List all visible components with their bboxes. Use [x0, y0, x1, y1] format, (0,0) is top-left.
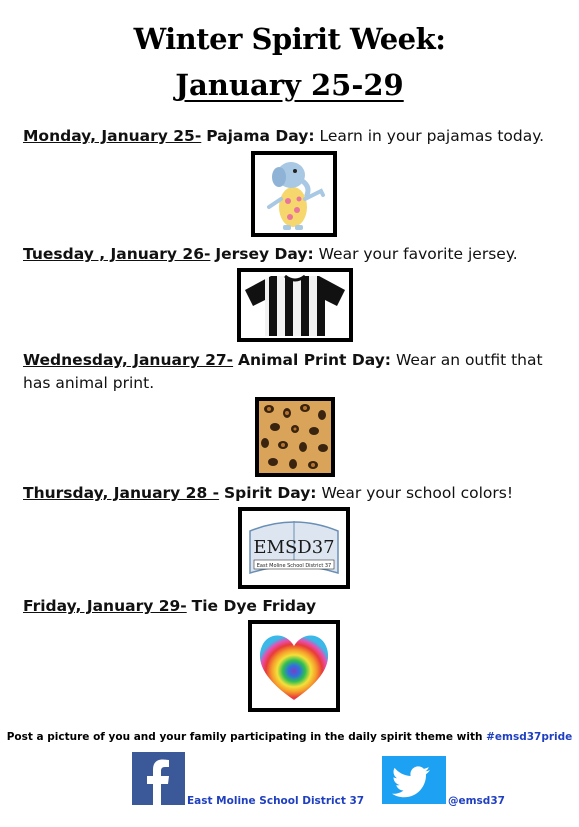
- day-tuesday: [23, 243, 563, 266]
- day-friday: [23, 595, 563, 618]
- day-date: Tuesday , January 26-: [23, 245, 211, 263]
- page-title: Winter Spirit Week:: [133, 22, 446, 56]
- day-monday: [23, 125, 563, 148]
- day-thursday: [23, 482, 563, 505]
- day-description: Wear your school colors!: [321, 484, 514, 502]
- day-theme: Jersey Day:: [215, 245, 314, 263]
- twitter-label[interactable]: @emsd37: [448, 795, 505, 807]
- tie-dye-heart-icon: [248, 620, 340, 712]
- logo-sub-text: East Moline School District 37: [256, 563, 332, 569]
- day-date: Monday, January 25-: [23, 127, 202, 145]
- hashtag[interactable]: #emsd37pride: [486, 731, 573, 743]
- logo-main-text: EMSD37: [253, 537, 335, 558]
- day-date: Thursday, January 28 -: [23, 484, 220, 502]
- twitter-icon[interactable]: [382, 756, 446, 804]
- leopard-print-icon: [255, 397, 335, 477]
- day-description: Learn in your pajamas today.: [319, 127, 545, 145]
- emsd37-logo: [238, 507, 350, 589]
- day-theme: Animal Print Day:: [238, 351, 392, 369]
- day-theme: Pajama Day:: [206, 127, 315, 145]
- footer-text: Post a picture of you and your family participating in the daily spirit theme with: [6, 731, 483, 743]
- pajama-elephant-icon: [251, 151, 337, 237]
- day-wednesday: [23, 349, 563, 395]
- facebook-label[interactable]: East Moline School District 37: [187, 795, 365, 807]
- page-subtitle-dates: January 25-29: [175, 68, 404, 102]
- striped-jersey-icon: [237, 268, 353, 342]
- day-theme: Spirit Day:: [224, 484, 317, 502]
- footer-instructions: [0, 731, 579, 743]
- day-description: Wear an outfit that has animal print.: [23, 351, 543, 392]
- day-description: Wear your favorite jersey.: [318, 245, 518, 263]
- day-theme: Tie Dye Friday: [191, 597, 317, 615]
- day-date: Wednesday, January 27-: [23, 351, 234, 369]
- day-date: Friday, January 29-: [23, 597, 187, 615]
- facebook-icon[interactable]: [132, 752, 185, 805]
